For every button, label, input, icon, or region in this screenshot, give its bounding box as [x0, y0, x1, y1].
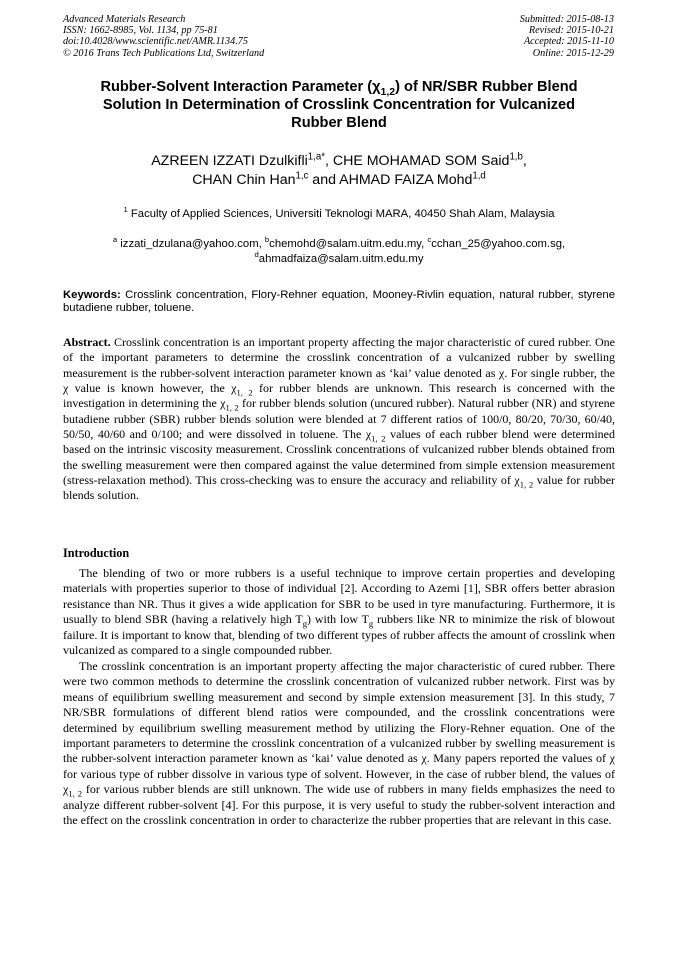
keywords [63, 289, 615, 316]
online-date: Online: 2015-12-29 [532, 47, 614, 59]
journal-name: Advanced Materials Research [63, 14, 186, 25]
author-2: CHE MOHAMAD SOM Said [332, 153, 510, 169]
author-1: AZREEN IZZATI Dzulkifli [151, 153, 308, 169]
revised-date: Revised: 2015-10-21 [528, 25, 614, 37]
issn-line: ISSN: 1662-8985, Vol. 1134, pp 75-81 [63, 25, 218, 37]
copyright-line: © 2016 Trans Tech Publications Ltd, Switzerland [63, 47, 265, 59]
abstract-label: Abstract. [63, 335, 111, 349]
authors-line-2: CHAN Chin Han$^{1,c}$ and AHMAD FAIZA Mohd$^{1,d}$ [192, 169, 486, 188]
section-heading-introduction: Introduction [63, 546, 130, 560]
title-line-1: Rubber-Solvent Interaction Parameter $(\chi_{1,2})$ of NR/SBR Rubber Blend [100, 79, 578, 98]
title-line-3: Rubber Blend [291, 115, 387, 132]
introduction-body [63, 566, 615, 829]
title-line-2: Solution In Determination of Crosslink Concentration for Vulcanized [102, 97, 576, 114]
submission-dates [520, 14, 614, 59]
paper-title [60, 78, 618, 133]
accepted-date: Accepted: 2015-11-10 [523, 36, 614, 48]
intro-paragraph-2: The crosslink concentration is an important property affecting the major characteristic of cured rubber. There were two common methods to determine the crosslink concentration of vulcanized rubber network. First was by means of equilibrium swelling measurement and second by simple extension measurement [3]. In this study, 7 NR/SBR formulations of different blend ratios were compounded, and the crosslink concentrations were determined by equilibrium swelling measurement method by utilizing the Flory-Rehner equation. One of the important parameters to determine the crosslink concentration of a vulcanized rubber by swelling measurement is the rubber-solvent interaction parameter known as ‘kai’ value denoted as χ. Many papers reported the values of χ for various type of rubber dissolve in various type of solvent. However, in the case of rubber blend, the values of $\chi_{1, 2}$ for various rubber blends are still unknown. The wide use of rubbers in many fields emphasizes the need to analyze different rubber-solvent [4]. For this purpose, it is very useful to study the rubber-solvent interaction and the effect on the crosslink concentration in order to characterize the rubber properties that are relevant in this case. [63, 658, 615, 828]
email-b[interactable]: chemohd@salam.uitm.edu.my, [269, 238, 425, 250]
email-a[interactable]: izzati_dzulana@yahoo.com, [120, 238, 262, 250]
author-3: CHAN Chin Han [192, 171, 296, 188]
authors-line-1: AZREEN IZZATI Dzulkifli$^{1,a*}$, CHE MOHAMAD SOM Said$^{1,b}$, [151, 151, 527, 169]
intro-paragraph-1: The blending of two or more rubbers is a useful technique to improve certain properties and developing materials with properties superior to those of individual [2]. According to Azemi [1], SBR offers better abrasion resistance than NR. Thus it gives a wide application for SBR to be used in tyre manufacturing. Furthermore, it is usually to blend SBR (having a relatively high $T_g$) with low $T_g$ rubbers like NR to minimize the risk of blowout failure. It is important to know that, blending of two different types of rubber affects the amount of crosslink when vulcanized as compared to a single compounded rubber. [63, 566, 615, 658]
email-c[interactable]: cchan_25@yahoo.com.sg, [431, 238, 566, 250]
author-4: AHMAD FAIZA Mohd [339, 171, 473, 188]
email-d[interactable]: ahmadfaiza@salam.uitm.edu.my [258, 253, 424, 265]
author-emails: $^a$ izzati_dzulana@yahoo.com, $^b$chemohd@salam.uitm.edu.my, $^c$cchan_25@yahoo.com.sg, $^d$ahmadfaiza@salam.uitm.edu.my [112, 235, 566, 265]
submitted-date: Submitted: 2015-08-13 [519, 14, 614, 25]
abstract: Abstract. Crosslink concentration is an important property affecting the major characteristic of cured rubber. One of the important parameters to determine the crosslink concentration of a vulcanized rubber by swelling measurement is the rubber-solvent interaction parameter known as ‘kai’ value denoted as χ. For single rubber, the χ value is known however, the $\chi_{1, 2}$ for rubber blends are unknown. This research is concerned with the investigation in determining the $\chi_{1, 2}$ for rubber blends solution (uncured rubber). Natural rubber (NR) and styrene butadiene rubber (SBR) rubber blends solution were blended at 7 different ratios of 100/0, 80/20, 70/30, 60/40, 50/50, 40/60 and 0/100; and were dissolved in toluene. The $\chi_{1, 2}$ values of each rubber blend were determined based on the intrinsic viscosity measurement. Crosslink concentrations of vulcanized rubber blends obtained from the swelling measurement were then compared against the value determined from simple extension measurement (stress-relaxation method). This cross-checking was to ensure the accuracy and reliability of $\chi_{1, 2}$ value for rubber blends solution. [63, 335, 616, 503]
journal-info [63, 14, 264, 59]
affiliation: $^1$ Faculty of Applied Sciences, Universiti Teknologi MARA, 40450 Shah Alam, Malaysia [123, 205, 555, 220]
doi-line[interactable]: doi:10.4028/www.scientific.net/AMR.1134.75 [63, 36, 248, 48]
keywords-text: Crosslink concentration, Flory-Rehner equation, Mooney-Rivlin equation, natural rubber, styrene butadiene rubber, toluene. [63, 289, 615, 315]
author-list [60, 152, 618, 189]
keywords-label: Keywords: [63, 289, 121, 301]
